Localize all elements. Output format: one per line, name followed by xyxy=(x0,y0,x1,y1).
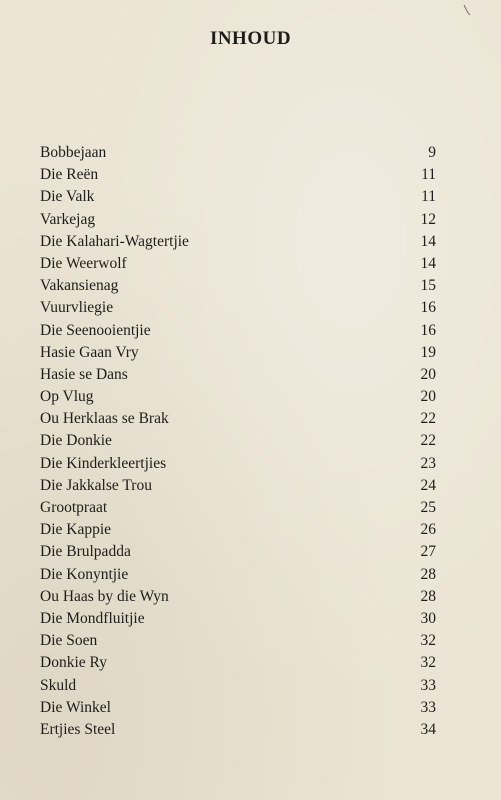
toc-entry xyxy=(40,719,436,741)
toc-entry xyxy=(40,630,436,652)
toc-entry-title: Vakansienag xyxy=(40,277,119,295)
toc-entry-page-number: 23 xyxy=(420,454,436,472)
toc-entry-title: Die Reën xyxy=(40,166,99,184)
toc-entry-title: Die Weerwolf xyxy=(40,254,127,272)
toc-entry xyxy=(40,320,436,342)
toc-entry-page-number: 28 xyxy=(420,565,436,583)
toc-entry-title: Die Seenooientjie xyxy=(40,321,151,339)
toc-entry-title: Die Mondfluitjie xyxy=(40,609,145,627)
toc-entry-page-number: 14 xyxy=(420,254,436,272)
toc-entry-page-number: 16 xyxy=(420,321,436,339)
toc-entry xyxy=(40,386,436,408)
toc-entry-title: Skuld xyxy=(40,676,77,694)
toc-entry-title: Ou Herklaas se Brak xyxy=(40,410,169,428)
toc-entry xyxy=(40,297,436,319)
toc-entry-title: Die Soen xyxy=(40,632,98,650)
toc-entry-page-number: 28 xyxy=(420,587,436,605)
toc-entry xyxy=(40,453,436,475)
toc-entry-page-number: 22 xyxy=(420,410,436,428)
toc-entry-title: Die Kalahari-Wagtertjie xyxy=(40,232,189,250)
toc-entry-page-number: 25 xyxy=(420,499,436,516)
toc-entry-page-number: 19 xyxy=(420,343,436,361)
toc-entry xyxy=(40,564,436,586)
toc-entry-page-number: 11 xyxy=(421,188,436,206)
toc-entry-title: Die Kinderkleertjies xyxy=(40,454,167,472)
table-of-contents xyxy=(40,142,436,741)
toc-entry xyxy=(40,364,436,386)
toc-entry-title: Op Vlug xyxy=(40,388,94,406)
toc-entry-title: Varkejag xyxy=(40,210,96,228)
toc-entry-title: Die Valk xyxy=(40,188,95,206)
page-title: INHOUD xyxy=(209,28,292,49)
toc-entry xyxy=(40,209,436,231)
toc-entry-page-number: 32 xyxy=(420,632,436,650)
toc-entry xyxy=(40,519,436,541)
toc-entry-title: Die Kappie xyxy=(40,521,112,539)
toc-entry-title: Die Konyntjie xyxy=(40,565,129,583)
toc-entry-page-number: 24 xyxy=(420,476,436,494)
toc-entry xyxy=(40,186,436,208)
toc-entry-page-number: 30 xyxy=(420,609,436,627)
pencil-mark-icon xyxy=(462,4,472,16)
toc-entry-title: Die Brulpadda xyxy=(40,543,131,561)
toc-entry xyxy=(40,586,436,608)
toc-entry-title: Bobbejaan xyxy=(40,144,107,161)
toc-entry-title: Vuurvliegie xyxy=(40,299,114,317)
toc-entry xyxy=(40,142,436,164)
toc-entry-title: Hasie se Dans xyxy=(40,365,128,383)
toc-entry-page-number: 34 xyxy=(420,720,436,738)
toc-entry xyxy=(40,275,436,297)
toc-entry-title: Die Winkel xyxy=(40,698,111,716)
toc-entry xyxy=(40,408,436,430)
toc-entry xyxy=(40,697,436,719)
toc-entry-page-number: 12 xyxy=(420,210,436,228)
toc-entry-title: Grootpraat xyxy=(40,499,108,516)
toc-entry-title: Hasie Gaan Vry xyxy=(40,343,139,361)
toc-entry xyxy=(40,231,436,253)
toc-entry-page-number: 27 xyxy=(420,543,436,561)
toc-entry xyxy=(40,541,436,563)
toc-entry-page-number: 32 xyxy=(420,654,436,672)
toc-entry-page-number: 15 xyxy=(420,277,436,295)
toc-entry xyxy=(40,475,436,497)
toc-entry-title: Donkie Ry xyxy=(40,654,107,672)
toc-entry-page-number: 33 xyxy=(420,676,436,694)
toc-entry xyxy=(40,497,436,519)
toc-entry-page-number: 20 xyxy=(420,388,436,406)
toc-entry-page-number: 20 xyxy=(420,365,436,383)
toc-entry-page-number: 9 xyxy=(428,144,436,161)
toc-entry-title: Ertjies Steel xyxy=(40,720,116,738)
toc-entry-page-number: 14 xyxy=(420,232,436,250)
toc-entry xyxy=(40,608,436,630)
toc-entry xyxy=(40,342,436,364)
toc-entry-title: Die Jakkalse Trou xyxy=(40,476,152,494)
toc-entry-page-number: 22 xyxy=(420,432,436,450)
toc-entry-page-number: 33 xyxy=(420,698,436,716)
toc-entry-title: Die Donkie xyxy=(40,432,112,450)
toc-entry-title: Ou Haas by die Wyn xyxy=(40,587,169,605)
toc-entry xyxy=(40,675,436,697)
toc-entry-page-number: 26 xyxy=(420,521,436,539)
toc-entry xyxy=(40,164,436,186)
toc-entry-page-number: 11 xyxy=(421,166,436,184)
toc-entry-page-number: 16 xyxy=(420,299,436,317)
toc-entry xyxy=(40,652,436,674)
toc-entry xyxy=(40,253,436,275)
toc-entry xyxy=(40,430,436,452)
